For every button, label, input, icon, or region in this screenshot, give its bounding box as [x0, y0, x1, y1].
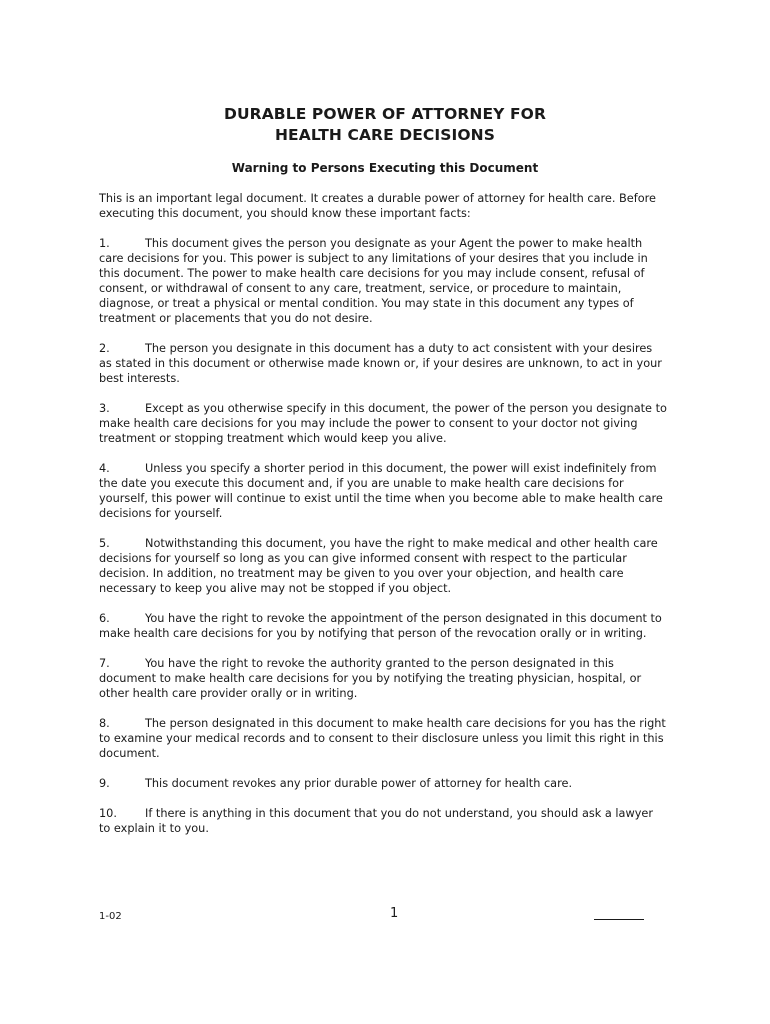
initials-line[interactable] — [594, 919, 644, 920]
list-item-number: 2. — [99, 342, 110, 355]
list-item-number: 7. — [99, 657, 110, 670]
list-item — [99, 461, 667, 521]
list-item-text: Except as you otherwise specify in this document, the power of the person you designate to make health care decisions for you may include the power to consent to your doctor not giving treatment or stopping treatment which would keep you alive. — [99, 402, 667, 445]
facts-list — [99, 236, 667, 836]
list-item — [99, 656, 667, 701]
list-item-number: 5. — [99, 537, 110, 550]
list-item — [99, 611, 667, 641]
document-body — [99, 191, 667, 851]
list-item-text: If there is anything in this document that you do not understand, you should ask a lawyer to explain it to you. — [99, 807, 653, 835]
list-item-number: 10. — [99, 807, 117, 820]
document-title — [0, 104, 770, 146]
form-code: 1-02 — [99, 911, 122, 922]
list-item-text: This document revokes any prior durable power of attorney for health care. — [145, 777, 573, 790]
list-item-text: The person designated in this document to make health care decisions for you has the right to examine your medical records and to consent to their disclosure unless you limit this right in this document. — [99, 717, 666, 760]
list-item-text: You have the right to revoke the appointment of the person designated in this document to make health care decisions for you by notifying that person of the revocation orally or in writing. — [99, 612, 662, 640]
list-item-text: You have the right to revoke the authority granted to the person designated in this document to make health care decisions for you by notifying the treating physician, hospital, or other health care provider orally or in writing. — [99, 657, 642, 700]
list-item-number: 4. — [99, 462, 110, 475]
list-item — [99, 806, 667, 836]
title-line-2: HEALTH CARE DECISIONS — [274, 126, 496, 144]
list-item-text: Unless you specify a shorter period in this document, the power will exist indefinitely from the date you execute this document and, if you are unable to make health care decisions for yourself, this power will continue to exist until the time when you become able to make health care decisions for yourself. — [99, 462, 663, 520]
list-item-text: This document gives the person you designate as your Agent the power to make health care decisions for you. This power is subject to any limitations of your desires that you include in this document. The power to make health care decisions for you may include consent, refusal of consent, or withdrawal of consent to any care, treatment, service, or procedure to maintain, diagnose, or treat a physical or mental condition. You may state in this document any types of treatment or placements that you do not desire. — [99, 237, 648, 325]
list-item-number: 3. — [99, 402, 110, 415]
list-item — [99, 236, 667, 326]
list-item-number: 6. — [99, 612, 110, 625]
title-line-1: DURABLE POWER OF ATTORNEY FOR — [224, 105, 546, 123]
list-item-number: 8. — [99, 717, 110, 730]
list-item-number: 1. — [99, 237, 110, 250]
list-item-text: The person you designate in this document has a duty to act consistent with your desires as stated in this document or otherwise made known or, if your desires are unknown, to act in your best interests. — [99, 342, 662, 385]
page-number: 1 — [390, 906, 399, 921]
intro-paragraph: This is an important legal document. It creates a durable power of attorney for health care. Before executing this document, you should know these important facts: — [99, 192, 656, 220]
list-item — [99, 401, 667, 446]
list-item — [99, 716, 667, 761]
list-item-text: Notwithstanding this document, you have the right to make medical and other health care decisions for yourself so long as you can give informed consent with respect to the particular decision. In addition, no treatment may be given to you over your objection, and health care necessary to keep you alive may not be stopped if you object. — [99, 537, 658, 595]
warning-heading: Warning to Persons Executing this Document — [231, 161, 539, 175]
list-item — [99, 776, 667, 791]
list-item-number: 9. — [99, 777, 110, 790]
list-item — [99, 341, 667, 386]
list-item — [99, 536, 667, 596]
